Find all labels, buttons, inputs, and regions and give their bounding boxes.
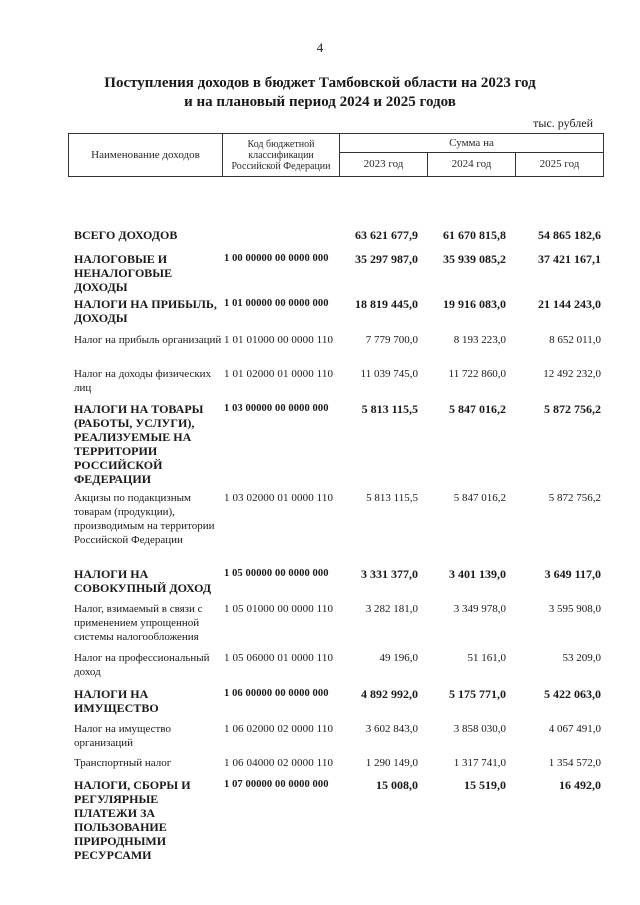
cell-v3: 21 144 243,0 [538,297,601,311]
cell-v2: 15 519,0 [464,778,506,792]
cell-name: НАЛОГИ НА ИМУЩЕСТВО [74,687,159,715]
cell-v2: 5 847 016,2 [453,492,506,504]
cell-v1: 49 196,0 [379,652,418,664]
cell-v1: 18 819 445,0 [355,297,418,311]
cell-v2: 3 401 139,0 [449,567,506,581]
cell-code: 1 01 00000 00 0000 000 [224,298,329,309]
cell-name: НАЛОГИ НА ПРИБЫЛЬ, ДОХОДЫ [74,297,217,325]
cell-name: Налог на доходы физических лиц [74,368,212,394]
header-sum: Сумма на [340,134,604,153]
cell-code: 1 07 00000 00 0000 000 [224,779,329,790]
header-name: Наименование доходов [69,134,223,177]
cell-code: 1 03 00000 00 0000 000 [224,403,329,414]
cell-v3: 5 872 756,2 [548,492,601,504]
cell-code: 1 06 00000 00 0000 000 [224,688,329,699]
cell-v1: 3 602 843,0 [365,723,418,735]
cell-name: Акцизы по подакцизным товарам (продукции), производимым на территории Российской Федерации [74,492,215,546]
cell-v3: 8 652 011,0 [549,334,601,346]
cell-name: НАЛОГОВЫЕ И НЕНАЛОГОВЫЕ ДОХОДЫ [74,252,173,294]
cell-name: Налог на профессиональный доход [74,652,210,678]
cell-v2: 35 939 085,2 [443,252,506,266]
title-line-2: и на плановый период 2024 и 2025 годов [184,94,456,110]
cell-v3: 16 492,0 [559,778,601,792]
units-label: тыс. рублей [533,116,593,130]
title-line-1: Поступления доходов в бюджет Тамбовской области на 2023 год [104,75,536,91]
cell-code: 1 00 00000 00 0000 000 [224,253,329,264]
cell-v1: 1 290 149,0 [365,757,418,769]
cell-v3: 3 649 117,0 [544,567,601,581]
cell-code: 1 01 01000 00 0000 110 [224,334,334,346]
cell-v3: 1 354 572,0 [548,757,601,769]
cell-name: НАЛОГИ НА СОВОКУПНЫЙ ДОХОД [74,567,212,595]
cell-v3: 5 422 063,0 [544,687,601,701]
cell-code: 1 05 01000 00 0000 110 [224,603,334,615]
cell-v3: 4 067 491,0 [548,723,601,735]
page-title [0,74,640,112]
cell-v1: 15 008,0 [376,778,418,792]
header-year-2025: 2025 год [516,152,604,176]
cell-v2: 3 858 030,0 [453,723,506,735]
cell-code: 1 01 02000 01 0000 110 [224,368,334,380]
cell-v2: 11 722 860,0 [448,368,506,380]
cell-v1: 4 892 992,0 [361,687,418,701]
cell-name: ВСЕГО ДОХОДОВ [74,228,178,242]
cell-code: 1 05 06000 01 0000 110 [224,652,334,664]
cell-v3: 54 865 182,6 [538,228,601,242]
cell-v3: 37 421 167,1 [538,252,601,266]
cell-name: Транспортный налог [74,757,172,769]
cell-v3: 12 492 232,0 [543,368,601,380]
cell-v3: 3 595 908,0 [548,603,601,615]
cell-v2: 5 175 771,0 [449,687,506,701]
header-year-2023: 2023 год [340,152,428,176]
page-number: 4 [316,40,324,55]
revenue-table [68,133,602,862]
cell-v2: 5 847 016,2 [449,402,506,416]
cell-v2: 51 161,0 [467,652,506,664]
cell-v1: 5 813 115,5 [361,402,418,416]
table-header [68,133,604,177]
cell-v1: 3 331 377,0 [361,567,418,581]
cell-v2: 3 349 978,0 [453,603,506,615]
cell-v1: 35 297 987,0 [355,252,418,266]
cell-v1: 3 282 181,0 [365,603,418,615]
cell-code: 1 03 02000 01 0000 110 [224,492,334,504]
cell-v2: 8 193 223,0 [453,334,506,346]
cell-code: 1 05 00000 00 0000 000 [224,568,329,579]
cell-v2: 61 670 815,8 [443,228,506,242]
cell-v1: 11 039 745,0 [360,368,418,380]
cell-v1: 63 621 677,9 [355,228,418,242]
cell-v1: 5 813 115,5 [366,492,418,504]
cell-name: Налог на имущество организаций [74,723,171,749]
cell-name: Налог, взимаемый в связи с применением упрощенной системы налогообложения [74,603,203,643]
header-year-2024: 2024 год [428,152,516,176]
header-code: Код бюджетной классификации Российской Федерации [223,134,340,177]
cell-v2: 1 317 741,0 [453,757,506,769]
cell-name: Налог на прибыль организаций [74,334,222,346]
cell-name: НАЛОГИ НА ТОВАРЫ (РАБОТЫ, УСЛУГИ), РЕАЛИЗУЕМЫЕ НА ТЕРРИТОРИИ РОССИЙСКОЙ ФЕДЕРАЦИИ [74,402,204,486]
cell-v3: 5 872 756,2 [544,402,601,416]
cell-name: НАЛОГИ, СБОРЫ И РЕГУЛЯРНЫЕ ПЛАТЕЖИ ЗА ПОЛЬЗОВАНИЕ ПРИРОДНЫМИ РЕСУРСАМИ [74,778,191,862]
cell-code: 1 06 04000 02 0000 110 [224,757,334,769]
cell-code: 1 06 02000 02 0000 110 [224,723,334,735]
cell-v3: 53 209,0 [562,652,601,664]
cell-v2: 19 916 083,0 [443,297,506,311]
cell-v1: 7 779 700,0 [365,334,418,346]
